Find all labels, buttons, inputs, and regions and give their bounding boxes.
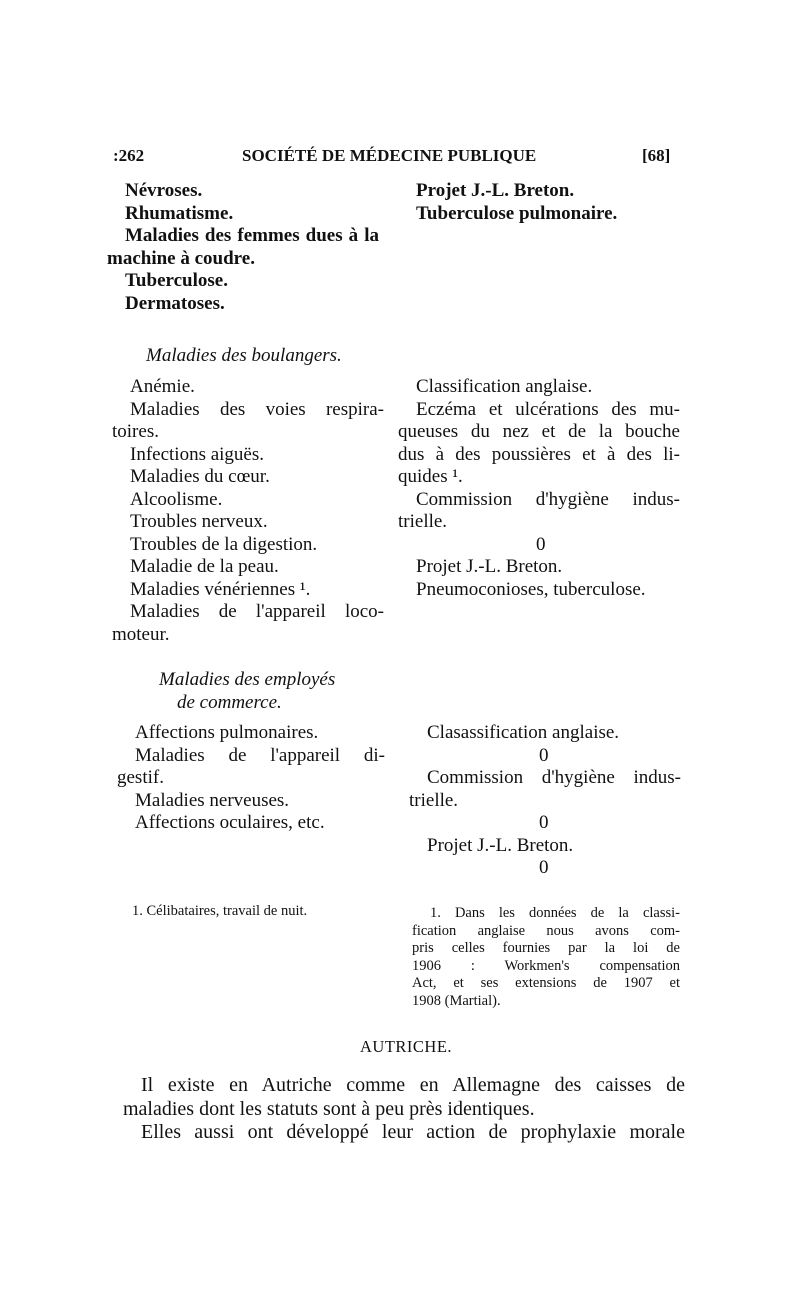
footnote-line: 1908 (Martial). <box>412 992 501 1009</box>
boulangers-right-column <box>398 376 680 601</box>
text-line: dus à des poussières et à des li- <box>398 443 680 465</box>
text-line: Alcoolisme. <box>130 488 223 510</box>
text-line: queuses du nez et de la bouche <box>398 421 680 442</box>
footnote-line: Act, et ses extensions de 1907 et <box>412 975 680 991</box>
footnote-line: fication anglaise nous avons com- <box>412 922 680 939</box>
text-line: Infections aiguës. <box>130 443 265 465</box>
text-line: 0 <box>539 744 549 766</box>
text-line: Clasassification anglaise. <box>427 722 620 743</box>
text-line: Classification anglaise. <box>416 376 593 397</box>
text-line: Pneumoconioses, tuberculose. <box>416 578 646 600</box>
text-line: Projet J.-L. Breton. <box>427 834 574 856</box>
section-heading-employes-line1: Maladies des employés <box>159 669 336 690</box>
paragraph-line: Il existe en Autriche comme en Allemagne des caisses de <box>141 1074 685 1096</box>
footnote-line: 1. Dans les données de la classi- <box>430 905 680 921</box>
section-heading-autriche: AUTRICHE. <box>360 1037 453 1056</box>
footnote-right <box>412 905 680 1010</box>
footnote-left: 1. Célibataires, travail de nuit. <box>132 903 308 919</box>
text-line: 0 <box>536 533 546 555</box>
section-heading-employes-line2: de commerce. <box>177 692 282 713</box>
text-line: Maladies du cœur. <box>130 466 270 487</box>
employes-left-column <box>117 722 385 835</box>
text-line: moteur. <box>112 623 170 645</box>
page-number: :262 <box>113 146 145 165</box>
footnote-line: 1906 : Workmen's compensation <box>412 957 680 974</box>
text-line: Maladies de l'appareil loco- <box>130 601 384 622</box>
section-heading-boulangers: Maladies des boulangers. <box>146 345 342 366</box>
text-line: trielle. <box>409 789 459 811</box>
text-line: Maladies des voies respira- <box>130 398 384 420</box>
text-line: Commission d'hygiène indus- <box>416 488 680 510</box>
text-line: Projet J.-L. Breton. <box>416 556 563 577</box>
text-line: Troubles de la digestion. <box>130 533 318 555</box>
text-line: Maladie de la peau. <box>130 556 279 577</box>
text-line: Maladies de l'appareil di- <box>135 744 385 766</box>
text-line: Rhumatisme. <box>125 202 234 224</box>
text-line: Maladies des femmes dues à la <box>125 225 379 246</box>
text-line: Tuberculose. <box>125 270 228 291</box>
employes-right-column <box>409 722 681 880</box>
text-line: Dermatoses. <box>125 292 225 314</box>
boulangers-left-column <box>112 376 384 646</box>
text-line: Maladies nerveuses. <box>135 789 290 811</box>
text-line: Troubles nerveux. <box>130 511 268 532</box>
block1-left-column <box>107 180 379 315</box>
text-line: gestif. <box>117 767 164 788</box>
text-line: trielle. <box>398 511 448 532</box>
text-line: Commission d'hygiène indus- <box>427 767 681 788</box>
text-line: 0 <box>539 857 549 878</box>
running-title: SOCIÉTÉ DE MÉDECINE PUBLIQUE <box>242 146 537 165</box>
text-line: toires. <box>112 421 159 442</box>
text-line: Maladies vénériennes ¹. <box>130 578 311 600</box>
paragraph-line: Elles aussi ont développé leur action de prophylaxie morale <box>141 1121 685 1143</box>
text-line: Projet J.-L. Breton. <box>416 180 575 201</box>
text-line: 0 <box>539 812 549 833</box>
text-line: Affections oculaires, etc. <box>135 812 325 833</box>
bracket-page-number: [68] <box>642 146 671 165</box>
block1-right-column <box>398 180 680 225</box>
footnote-line: pris celles fournies par la loi de <box>412 940 680 956</box>
text-line: Affections pulmonaires. <box>135 722 319 743</box>
text-line: machine à coudre. <box>107 247 255 269</box>
text-line: Eczéma et ulcérations des mu- <box>416 398 680 420</box>
autriche-paragraph <box>123 1074 685 1145</box>
paragraph-line: maladies dont les statuts sont à peu près identiques. <box>123 1097 535 1120</box>
text-line: Névroses. <box>125 180 203 201</box>
text-line: quides ¹. <box>398 466 463 487</box>
text-line: Anémie. <box>130 376 195 397</box>
text-line: Tuberculose pulmonaire. <box>416 202 618 224</box>
